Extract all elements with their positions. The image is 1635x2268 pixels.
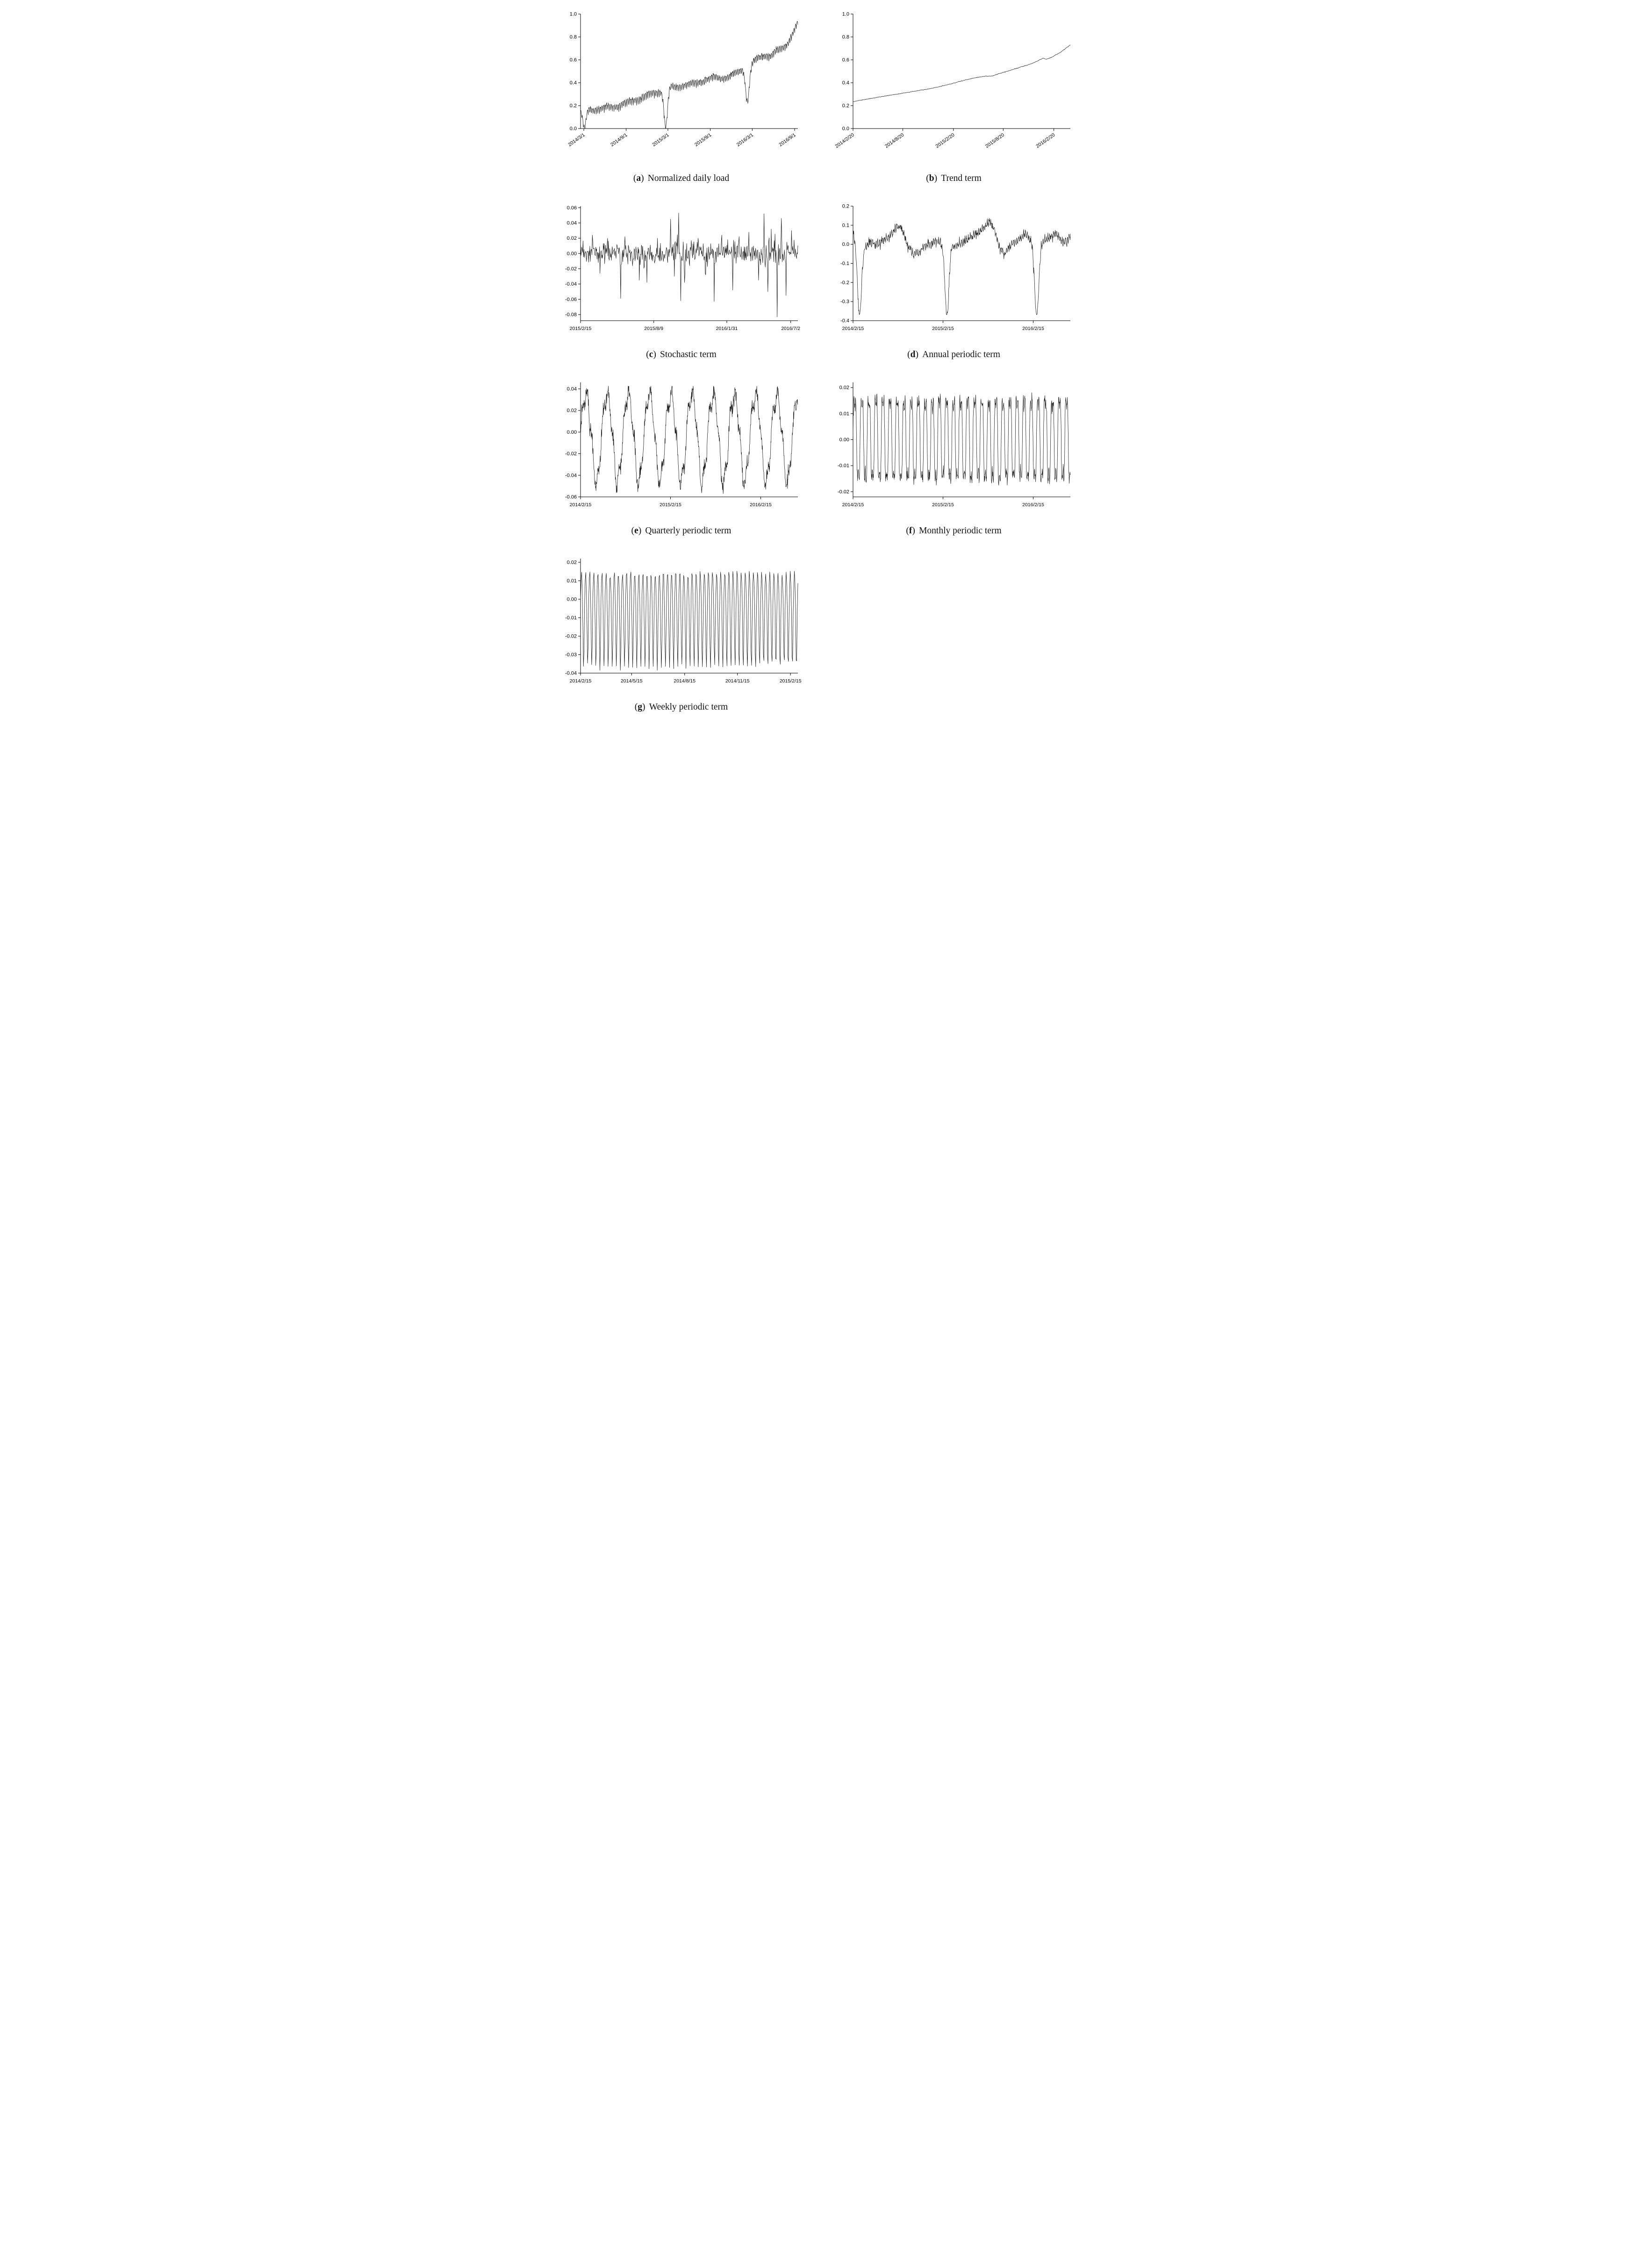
caption-open-paren: (	[633, 173, 637, 183]
chart-figure-f	[818, 378, 1090, 536]
svg-text:0.4: 0.4	[842, 80, 849, 86]
svg-text:0.00: 0.00	[567, 251, 577, 257]
svg-text:0.0: 0.0	[842, 126, 849, 132]
caption-letter: f	[909, 526, 912, 536]
caption-letter: c	[649, 350, 653, 359]
chart-caption	[926, 173, 982, 184]
svg-text:0.02: 0.02	[567, 408, 577, 414]
svg-text:-0.02: -0.02	[565, 266, 577, 272]
caption-text: Trend term	[941, 173, 982, 183]
svg-text:0.0: 0.0	[569, 126, 577, 132]
svg-text:-0.06: -0.06	[565, 494, 577, 500]
svg-text:-0.2: -0.2	[840, 280, 849, 286]
chart-figure-g	[545, 554, 818, 712]
svg-text:2015/2/15: 2015/2/15	[932, 502, 954, 508]
caption-open-paren: (	[906, 526, 909, 536]
svg-text:2016/1/31: 2016/1/31	[716, 326, 738, 331]
chart-figure-c	[545, 201, 818, 360]
chart-caption	[633, 173, 729, 184]
caption-open-paren: (	[926, 173, 929, 183]
svg-text:2014/2/15: 2014/2/15	[569, 678, 592, 684]
svg-text:2015/2/15: 2015/2/15	[569, 326, 592, 331]
svg-text:0.1: 0.1	[842, 222, 849, 229]
svg-text:2015/8/9: 2015/8/9	[644, 326, 664, 331]
chart-caption	[631, 526, 731, 536]
chart-caption	[906, 526, 1001, 536]
caption-close-paren: )	[934, 173, 938, 183]
svg-text:-0.4: -0.4	[840, 318, 849, 324]
caption-text: Normalized daily load	[647, 173, 730, 183]
svg-text:-0.04: -0.04	[565, 473, 577, 479]
caption-close-paren: )	[653, 350, 656, 359]
svg-text:-0.02: -0.02	[837, 489, 849, 495]
chart-canvas-a	[557, 9, 805, 159]
svg-text:2016/2/15: 2016/2/15	[1022, 326, 1044, 331]
caption-open-paren: (	[646, 350, 649, 359]
svg-text:2014/2/15: 2014/2/15	[842, 326, 864, 331]
chart-caption	[646, 350, 717, 360]
chart-canvas-d	[830, 201, 1078, 336]
svg-text:-0.1: -0.1	[840, 261, 849, 266]
svg-text:0.6: 0.6	[842, 57, 849, 63]
svg-text:2014/3/1: 2014/3/1	[567, 132, 586, 148]
svg-text:0.01: 0.01	[839, 411, 849, 417]
svg-text:0.0: 0.0	[842, 242, 849, 248]
caption-letter: a	[636, 173, 641, 183]
chart-figure-b	[818, 9, 1090, 184]
chart-canvas-c	[557, 201, 805, 336]
caption-open-paren: (	[634, 702, 638, 712]
svg-text:2015/3/1: 2015/3/1	[651, 132, 670, 148]
svg-text:-0.01: -0.01	[565, 615, 577, 621]
svg-text:2014/2/15: 2014/2/15	[569, 502, 592, 508]
svg-text:0.06: 0.06	[567, 205, 577, 211]
svg-text:0.02: 0.02	[567, 236, 577, 242]
svg-text:2016/2/15: 2016/2/15	[750, 502, 772, 508]
svg-text:0.04: 0.04	[567, 220, 577, 226]
svg-text:2014/11/15: 2014/11/15	[725, 678, 750, 684]
figure-page	[545, 4, 1090, 725]
svg-text:0.8: 0.8	[842, 34, 849, 40]
svg-text:1.0: 1.0	[842, 11, 849, 17]
svg-text:0.00: 0.00	[839, 437, 849, 443]
chart-figure-a	[545, 9, 818, 184]
svg-text:2016/2/15: 2016/2/15	[1022, 502, 1044, 508]
svg-text:2014/9/1: 2014/9/1	[610, 132, 629, 148]
svg-text:0.04: 0.04	[567, 386, 577, 392]
svg-text:-0.06: -0.06	[565, 296, 577, 302]
svg-text:-0.02: -0.02	[565, 633, 577, 639]
svg-text:2015/9/1: 2015/9/1	[693, 132, 713, 148]
caption-close-paren: )	[641, 173, 644, 183]
svg-text:-0.03: -0.03	[565, 652, 577, 658]
caption-letter: d	[910, 350, 916, 359]
chart-caption	[635, 702, 728, 712]
svg-text:0.02: 0.02	[567, 560, 577, 566]
caption-open-paren: (	[907, 350, 911, 359]
svg-text:-0.01: -0.01	[837, 463, 849, 469]
svg-text:-0.04: -0.04	[565, 281, 577, 287]
svg-text:2014/8/15: 2014/8/15	[674, 678, 696, 684]
svg-text:2015/2/15: 2015/2/15	[932, 326, 954, 331]
svg-text:-0.04: -0.04	[565, 670, 577, 676]
caption-text: Quarterly periodic term	[645, 526, 731, 536]
svg-text:0.2: 0.2	[842, 203, 849, 209]
caption-text: Monthly periodic term	[919, 526, 1002, 536]
chart-canvas-g	[557, 554, 805, 688]
caption-close-paren: )	[638, 526, 642, 536]
caption-text: Annual periodic term	[922, 350, 1000, 359]
svg-text:-0.3: -0.3	[840, 299, 849, 305]
svg-text:1.0: 1.0	[569, 11, 577, 17]
svg-text:0.4: 0.4	[569, 80, 577, 86]
caption-close-paren: )	[915, 350, 918, 359]
svg-text:0.2: 0.2	[842, 103, 849, 109]
svg-text:2015/2/15: 2015/2/15	[779, 678, 802, 684]
svg-text:0.8: 0.8	[569, 34, 577, 40]
svg-text:2015/2/20: 2015/2/20	[934, 132, 956, 150]
chart-canvas-e	[557, 378, 805, 512]
svg-text:0.2: 0.2	[569, 103, 577, 109]
chart-figure-e	[545, 378, 818, 536]
caption-open-paren: (	[631, 526, 635, 536]
svg-text:0.02: 0.02	[839, 385, 849, 391]
chart-canvas-f	[830, 378, 1078, 512]
svg-text:2014/2/20: 2014/2/20	[834, 132, 855, 150]
svg-text:-0.08: -0.08	[565, 312, 577, 318]
svg-text:2014/5/15: 2014/5/15	[620, 678, 643, 684]
caption-close-paren: )	[642, 702, 645, 712]
svg-text:2016/2/20: 2016/2/20	[1035, 132, 1056, 150]
svg-text:2015/8/20: 2015/8/20	[984, 132, 1006, 150]
caption-text: Stochastic term	[660, 350, 717, 359]
svg-text:0.01: 0.01	[567, 578, 577, 584]
chart-canvas-b	[830, 9, 1078, 159]
svg-text:-0.02: -0.02	[565, 451, 577, 457]
svg-text:2014/8/20: 2014/8/20	[884, 132, 905, 150]
svg-text:0.00: 0.00	[567, 596, 577, 603]
chart-figure-d	[818, 201, 1090, 360]
svg-text:0.6: 0.6	[569, 57, 577, 63]
caption-close-paren: )	[912, 526, 915, 536]
charts-grid	[545, 4, 1090, 725]
caption-text: Weekly periodic term	[649, 702, 728, 712]
svg-text:2014/2/15: 2014/2/15	[842, 502, 864, 508]
svg-text:2016/7/2: 2016/7/2	[781, 326, 801, 331]
caption-letter: g	[638, 702, 643, 712]
svg-text:2015/2/15: 2015/2/15	[660, 502, 681, 508]
svg-text:0.00: 0.00	[567, 429, 577, 435]
caption-letter: b	[929, 173, 934, 183]
svg-text:2016/3/1: 2016/3/1	[735, 132, 755, 148]
svg-text:2016/9/1: 2016/9/1	[778, 132, 797, 148]
caption-letter: e	[634, 526, 638, 536]
chart-caption	[907, 350, 1000, 360]
